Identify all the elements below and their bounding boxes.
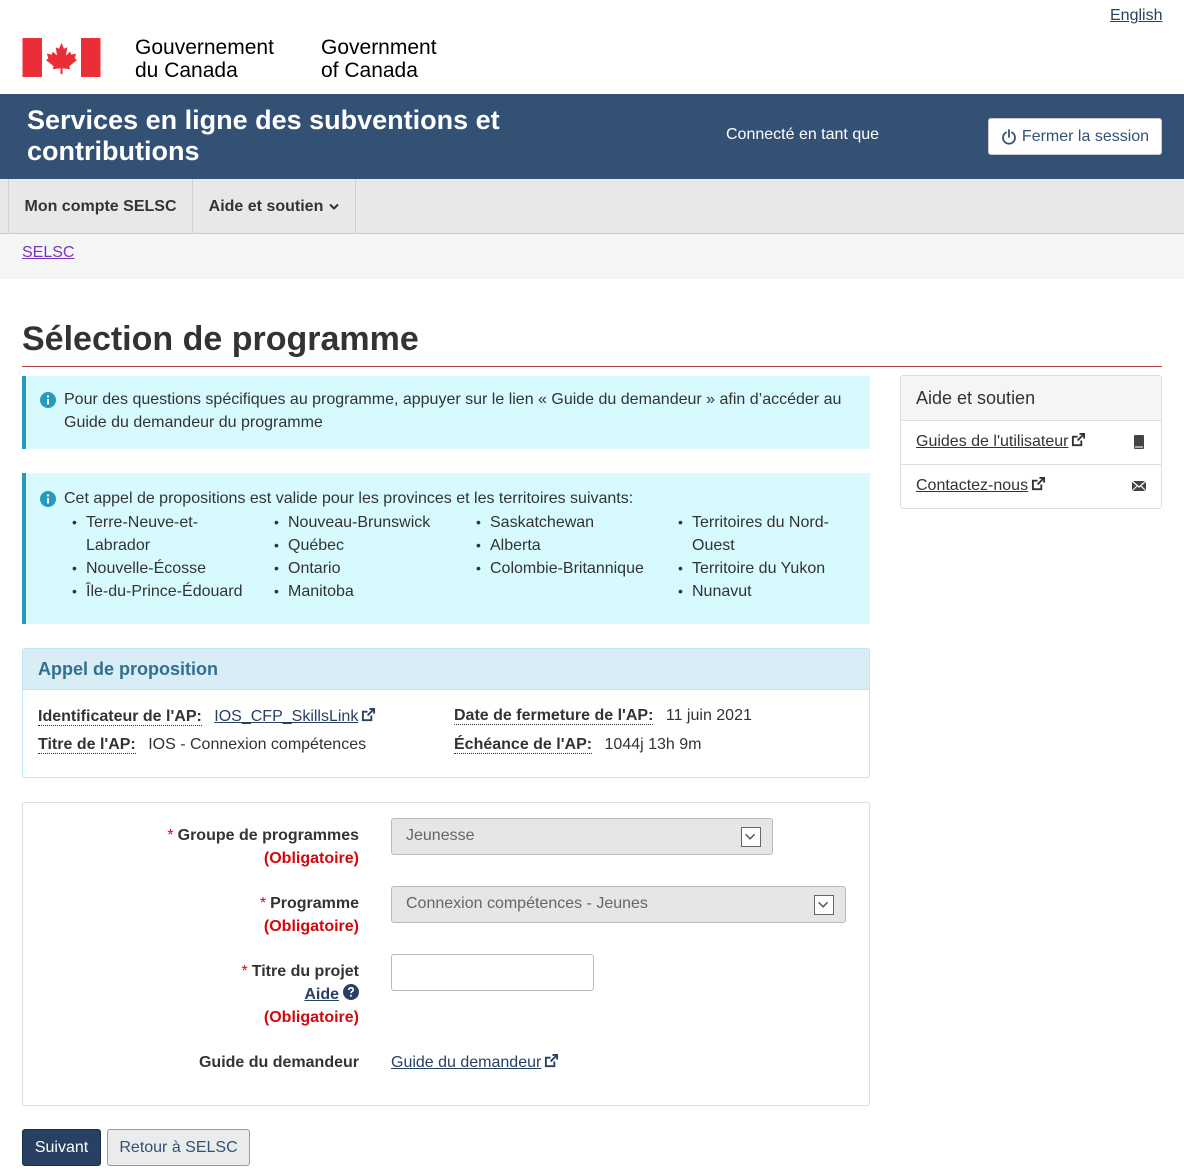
logout-button[interactable] (988, 118, 1162, 155)
program-label: * Programme (Obligatoire) (260, 892, 359, 938)
required-star: * (259, 895, 267, 912)
title-divider (22, 366, 1162, 367)
list-item: • Québec (274, 534, 464, 557)
cfp-panel-heading: Appel de proposition (23, 649, 869, 690)
logout-label: Fermer la session (1021, 127, 1150, 145)
external-link-icon (1031, 476, 1046, 491)
nav-item-my-account[interactable] (8, 179, 193, 234)
gov-wordmark-fr: Gouvernement du Canada (135, 36, 274, 82)
cfp-panel (22, 648, 870, 778)
external-link-icon (544, 1053, 559, 1068)
gov-wordmark-en: Government of Canada (321, 36, 437, 82)
provinces-alert (22, 473, 870, 624)
required-star: * (167, 827, 174, 844)
info-icon (40, 392, 56, 408)
list-item: • Manitoba (274, 580, 464, 603)
required-text: (Obligatoire) (263, 850, 359, 867)
cfp-deadline-label: Échéance de l'AP: (454, 736, 593, 753)
breadcrumb-link-selsc[interactable]: SELSC (22, 244, 75, 261)
project-title-label: * Titre du projet Aide (Obligatoire) (242, 960, 360, 1029)
program-group-select[interactable]: Jeunesse (391, 818, 773, 855)
chevron-down-icon (329, 203, 339, 211)
program-info-alert (22, 376, 870, 449)
list-item: • Territoires du Nord-Ouest (678, 511, 848, 557)
nav-item-label: Mon compte SELSC (24, 197, 177, 215)
connected-as-text: Connecté en tant que (726, 126, 880, 143)
cfp-deadline-value: 1044j 13h 9m (604, 736, 702, 753)
required-text: (Obligatoire) (263, 918, 359, 935)
cfp-title-row (38, 736, 366, 754)
side-item-contact-us[interactable] (901, 465, 1161, 509)
required-text: (Obligatoire) (263, 1009, 359, 1026)
page-title: Sélection de programme (22, 320, 419, 358)
app-title: Services en ligne des subventions et contributions (27, 105, 500, 166)
help-link[interactable]: Aide (304, 986, 339, 1003)
next-button[interactable]: Suivant (22, 1129, 101, 1166)
book-icon (1131, 434, 1147, 450)
alert-text: Cet appel de propositions est valide pour les provinces et les territoires suivants: (64, 490, 634, 507)
provinces-column (274, 511, 464, 603)
power-icon (1001, 129, 1017, 145)
alert-text: Pour des questions spécifiques au programme, appuyer sur le lien « Guide du demandeur » afin d’accéder au Guide du demandeur du programme (64, 391, 842, 431)
cfp-close-label: Date de fermeture de l'AP: (454, 707, 654, 724)
nav-item-help-support[interactable] (193, 179, 356, 234)
required-star: * (241, 963, 248, 980)
chevron-down-icon (814, 895, 834, 915)
list-item: • Saskatchewan (476, 511, 666, 534)
list-item: • Nouveau-Brunswick (274, 511, 464, 534)
list-item: • Île-du-Prince-Édouard (72, 580, 252, 603)
chevron-down-icon (741, 827, 761, 847)
list-item: • Ontario (274, 557, 464, 580)
back-to-selsc-button[interactable]: Retour à SELSC (107, 1129, 250, 1166)
provinces-column (476, 511, 666, 580)
app-banner (0, 94, 1184, 179)
provinces-column (72, 511, 252, 603)
cfp-deadline-row (454, 736, 702, 754)
program-group-label: * Groupe de programmes (Obligatoire) (167, 824, 359, 870)
applicant-guide-label: Guide du demandeur (198, 1054, 359, 1071)
program-select[interactable]: Connexion compétences - Jeunes (391, 886, 846, 923)
cfp-close-row (454, 707, 752, 725)
envelope-icon (1131, 478, 1147, 494)
list-item: • Colombie-Britannique (476, 557, 666, 580)
language-toggle-link[interactable]: English (1110, 7, 1163, 24)
list-item: • Nouvelle-Écosse (72, 557, 252, 580)
canada-flag-icon (22, 38, 101, 77)
project-title-input[interactable] (391, 954, 594, 991)
contact-us-link[interactable]: Contactez-nous (916, 477, 1046, 494)
cfp-id-link[interactable]: IOS_CFP_SkillsLink (214, 708, 376, 725)
cfp-title-value: IOS - Connexion compétences (148, 736, 367, 753)
list-item: • Territoire du Yukon (678, 557, 848, 580)
side-item-user-guides[interactable] (901, 421, 1161, 465)
provinces-column (678, 511, 848, 603)
help-support-panel (900, 375, 1162, 509)
help-support-heading: Aide et soutien (901, 376, 1161, 421)
list-item: • Terre-Neuve-et-Labrador (72, 511, 252, 557)
user-guides-link[interactable]: Guides de l'utilisateur (916, 433, 1086, 450)
info-icon (40, 491, 56, 507)
list-item: • Alberta (476, 534, 666, 557)
applicant-guide-link[interactable]: Guide du demandeur (391, 1053, 559, 1072)
program-selection-form (22, 802, 870, 1106)
cfp-title-label: Titre de l'AP: (38, 736, 136, 753)
main-nav (0, 179, 1184, 234)
external-link-icon (361, 707, 376, 722)
list-item: • Nunavut (678, 580, 848, 603)
cfp-id-label: Identificateur de l'AP: (38, 708, 202, 725)
cfp-close-value: 11 juin 2021 (665, 707, 752, 724)
nav-item-label: Aide et soutien (208, 197, 324, 215)
question-circle-icon[interactable] (343, 984, 359, 1000)
cfp-id-row (38, 707, 376, 726)
external-link-icon (1071, 432, 1086, 447)
breadcrumb (0, 234, 1184, 279)
